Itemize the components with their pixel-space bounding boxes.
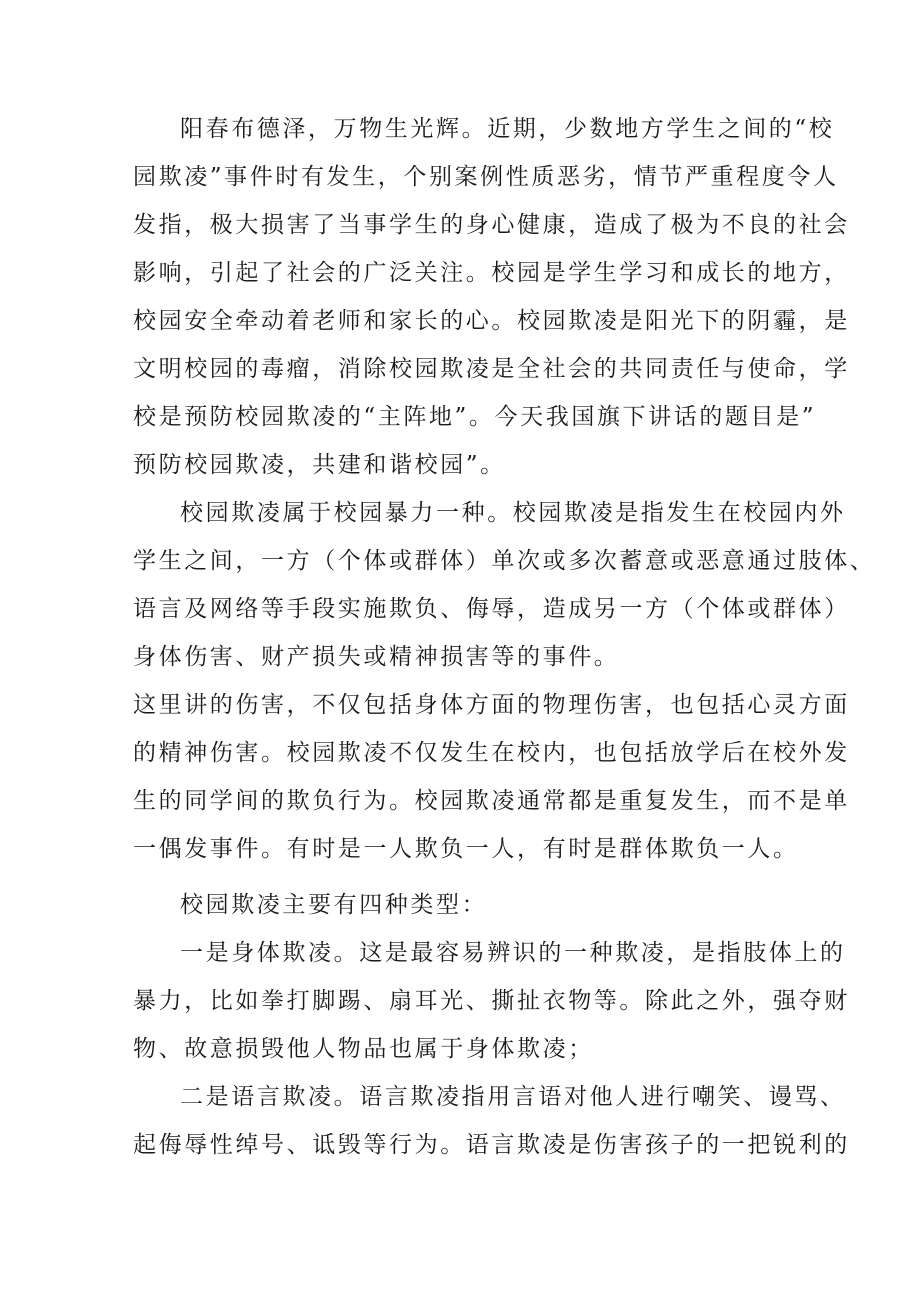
paragraph-2-line-1: 校园欺凌属于校园暴力一种。校园欺凌是指发生在校园内外 xyxy=(180,500,846,526)
paragraph-3-line-2: 的精神伤害。校园欺凌不仅发生在校内，也包括放学后在校外发 xyxy=(133,740,850,766)
paragraph-3-line-1: 这里讲的伤害，不仅包括身体方面的物理伤害，也包括心灵方面 xyxy=(133,692,850,718)
paragraph-3-line-3: 生的同学间的欺负行为。校园欺凌通常都是重复发生，而不是单 xyxy=(133,788,850,814)
paragraph-1-line-5: 校园安全牵动着老师和家长的心。校园欺凌是阳光下的阴霾，是 xyxy=(133,308,850,334)
paragraph-1-line-4: 影响，引起了社会的广泛关注。校园是学生学习和成长的地方， xyxy=(133,260,850,286)
paragraph-2-line-4: 身体伤害、财产损失或精神损害等的事件。 xyxy=(133,644,620,670)
paragraph-4-line-1: 校园欺凌主要有四种类型： xyxy=(180,892,488,918)
paragraph-1-line-3: 发指，极大损害了当事学生的身心健康，造成了极为不良的社会 xyxy=(133,212,850,238)
paragraph-5-line-2: 暴力，比如拳打脚踢、扇耳光、撕扯衣物等。除此之外，强夺财 xyxy=(133,988,850,1014)
paragraph-6-line-1: 二是语言欺凌。语言欺凌指用言语对他人进行嘲笑、谩骂、 xyxy=(180,1084,846,1110)
paragraph-1-line-2: 园欺凌”事件时有发生，个别案例性质恶劣，情节严重程度令人 xyxy=(133,164,839,190)
paragraph-1-line-8: 预防校园欺凌，共建和谐校园”。 xyxy=(133,452,506,478)
paragraph-3-line-4: 一偶发事件。有时是一人欺负一人，有时是群体欺负一人。 xyxy=(133,836,799,862)
paragraph-1-line-1: 阳春布德泽，万物生光辉。近期，少数地方学生之间的“校 xyxy=(180,116,835,142)
paragraph-6-line-2: 起侮辱性绰号、诋毁等行为。语言欺凌是伤害孩子的一把锐利的 xyxy=(133,1132,850,1158)
paragraph-2-line-3: 语言及网络等手段实施欺负、侮辱，造成另一方（个体或群体） xyxy=(133,596,850,622)
paragraph-2-line-2: 学生之间，一方（个体或群体）单次或多次蓄意或恶意通过肢体、 xyxy=(133,548,876,574)
paragraph-1-line-6: 文明校园的毒瘤，消除校园欺凌是全社会的共同责任与使命，学 xyxy=(133,356,850,382)
paragraph-1-line-7: 校是预防校园欺凌的“主阵地”。今天我国旗下讲话的题目是” xyxy=(133,404,817,430)
paragraph-5-line-1: 一是身体欺凌。这是最容易辨识的一种欺凌，是指肢体上的 xyxy=(180,940,846,966)
paragraph-5-line-3: 物、故意损毁他人物品也属于身体欺凌； xyxy=(133,1036,594,1062)
